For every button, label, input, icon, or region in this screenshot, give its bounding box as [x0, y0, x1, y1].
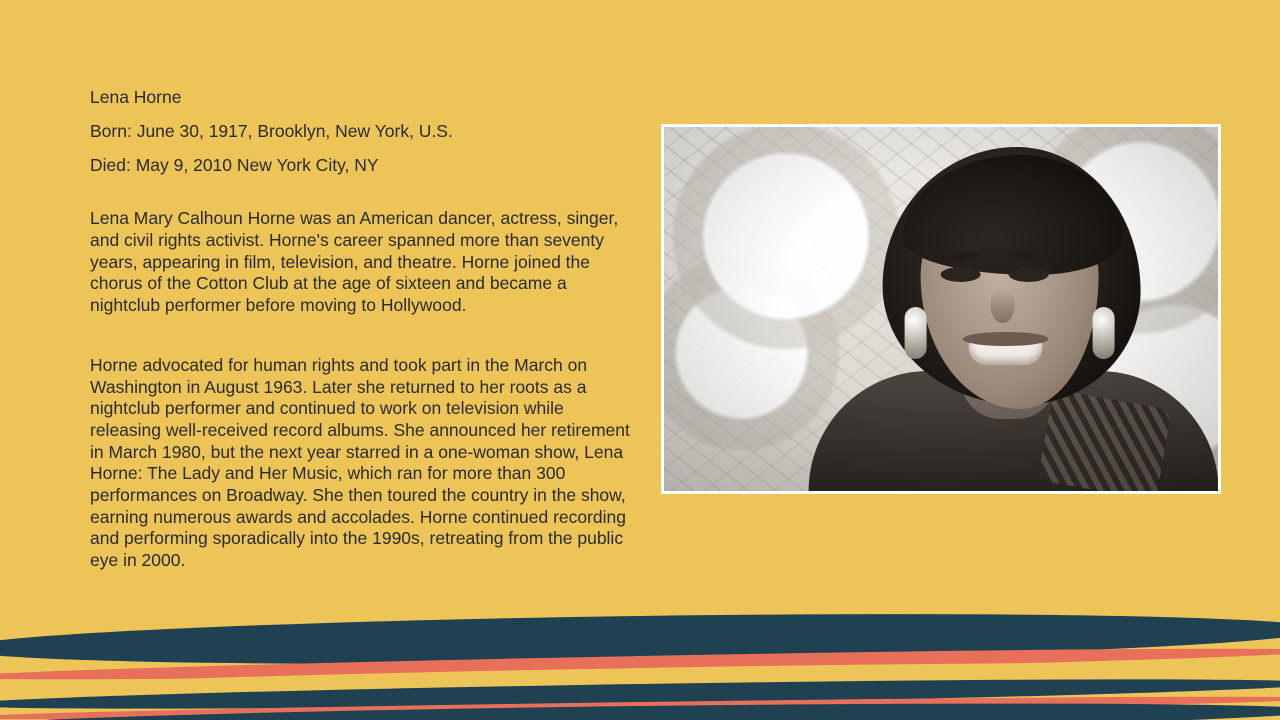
portrait-image-frame — [661, 124, 1221, 494]
photo-vignette — [664, 127, 1218, 491]
text-column — [90, 80, 635, 572]
person-name: Lena Horne — [90, 87, 182, 107]
decorative-ribbon — [0, 620, 1280, 720]
lena-horne-portrait — [664, 127, 1218, 491]
biography-paragraph-1: Lena Mary Calhoun Horne was an American dancer, actress, singer, and civil rights activist. Horne's career spanned more than seventy years, appearing in film, television, and theatre. Horne joined the chorus of the Cotton Club at the age of sixteen and became a nightclub performer before moving to Hollywood. — [90, 208, 619, 316]
biography-paragraph-2: Horne advocated for human rights and took part in the March on Washington in August 1963. Later she returned to her roots as a nightclub performer and continued to work on television while releasing well-received record albums. She announced her retirement in March 1980, but the next year starred in a one-woman show, Lena Horne: The Lady and Her Music, which ran for more than 300 performances on Broadway. She then toured the country in the show, earning numerous awards and accolades. Horne continued recording and performing sporadically into the 1990s, retreating from the public eye in 2000. — [90, 354, 630, 570]
birth-info: Born: June 30, 1917, Brooklyn, New York, U.S. — [90, 121, 453, 142]
death-info: Died: May 9, 2010 New York City, NY — [90, 155, 379, 176]
